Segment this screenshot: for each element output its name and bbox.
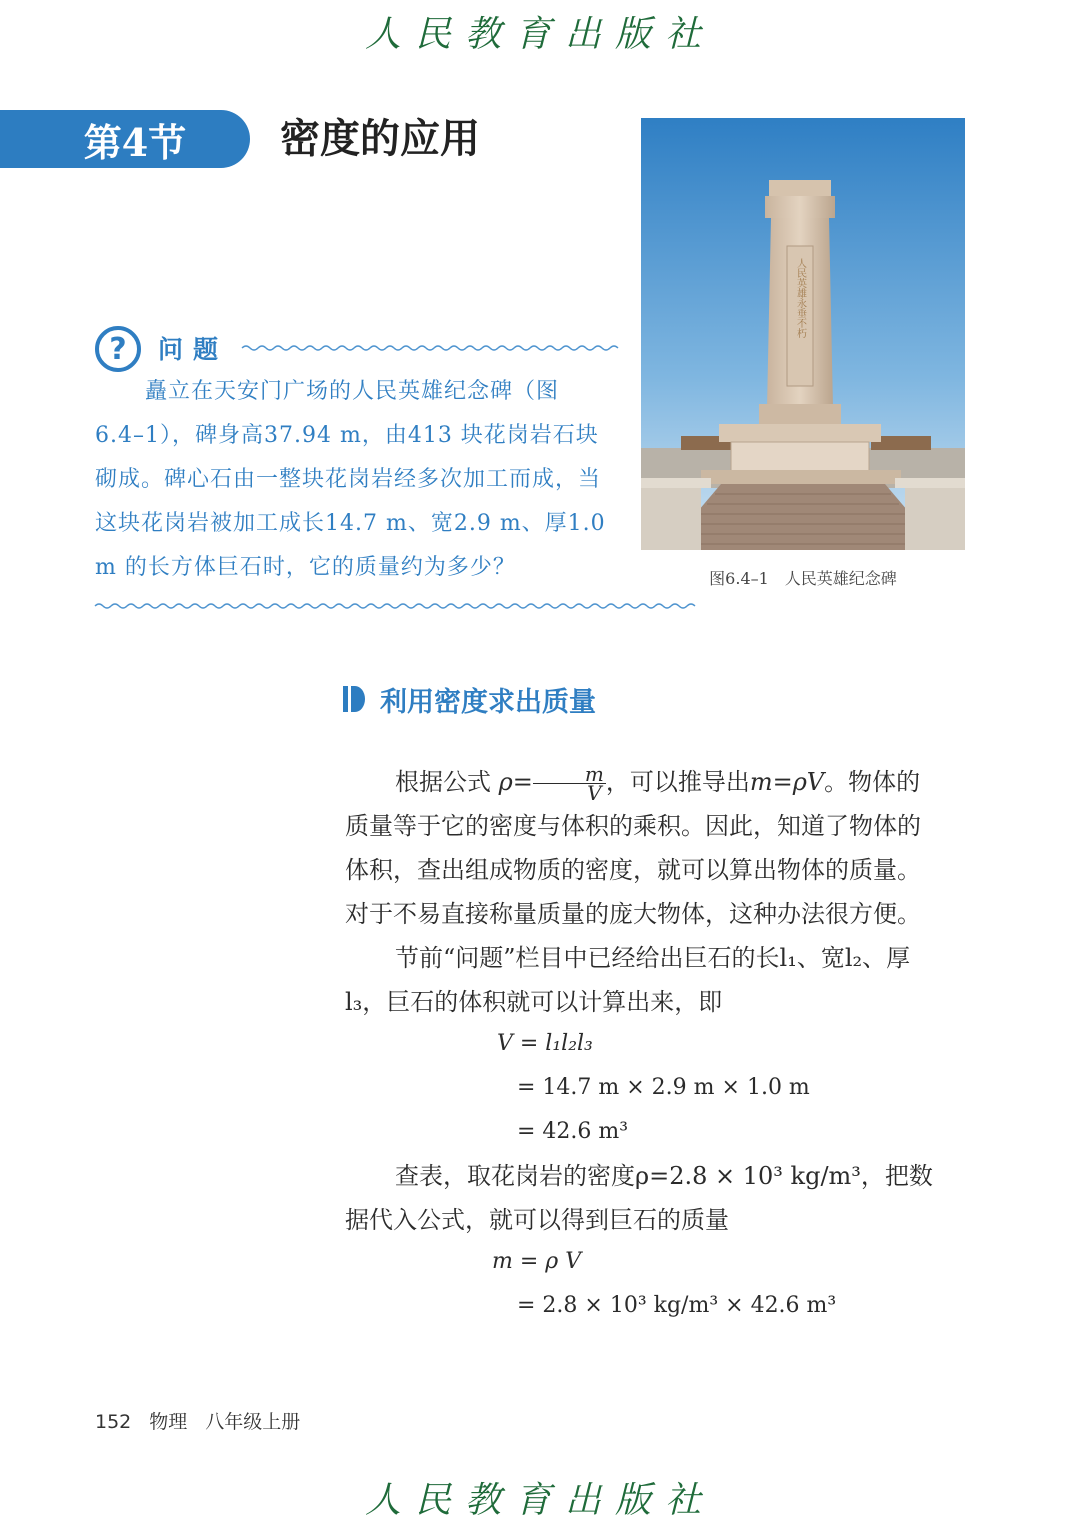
fraction-denominator: V [587,781,602,805]
equation-volume-3: = 42.6 m³ [517,1119,629,1144]
monument-photo [641,118,965,550]
equation-volume-1: V = l₁l₂l₃ [497,1031,593,1056]
body-paragraph-2: 节前“问题”栏目中已经给出巨石的长l₁、宽l₂、厚l₃，巨石的体积就可以计算出来，即 [345,944,911,1016]
equation-volume-2: = 14.7 m × 2.9 m × 1.0 m [517,1075,810,1100]
section-number-badge: 第4节 [0,110,250,168]
problem-label: 问题 [158,335,229,364]
footer-subject: 物理 [149,1411,188,1433]
page-number: 152 [95,1411,132,1433]
p1-formula-lhs: ρ= [498,768,533,796]
footer-grade: 八年级上册 [205,1411,301,1433]
question-icon: ? [95,326,141,372]
fraction-numerator: m [533,765,606,784]
page-footer [95,1407,318,1434]
figure-caption: 图6.4–1 人民英雄纪念碑 [709,569,897,588]
density-fraction [533,762,606,805]
body-paragraph-3: 查表，取花岗岩的密度ρ=2.8 × 10³ kg/m³，把数据代入公式，就可以得到巨石的质量 [345,1162,933,1234]
subsection-marker-icon [343,686,365,712]
problem-text: 矗立在天安门广场的人民英雄纪念碑（图6.4–1），碑身高37.94 m，由413 块花岗岩石块砌成。碑心石由一整块花岗岩经多次加工而成，当这块花岗岩被加工成长14.7 m、宽2.9 m、厚1.0 m 的长方体巨石时，它的质量约为多少？ [95,379,606,580]
equation-mass-1: m = ρ V [492,1249,582,1274]
body-paragraph-1 [345,760,943,936]
p1-text-c: 。物体的质量等于它的密度与体积的乘积。因此，知道了物体的体积，查出组成物质的密度，就可以算出物体的质量。对于不易直接称量质量的庞大物体，这种办法很方便。 [345,768,921,928]
wavy-line-top [242,346,618,350]
equation-mass-2: = 2.8 × 10³ kg/m³ × 42.6 m³ [517,1293,837,1318]
publisher-logo-bottom: 人民教育出版社 [364,1480,715,1521]
p1-formula2: m=ρV [749,768,825,796]
subsection-title: 利用密度求出质量 [380,687,596,718]
publisher-logo-top: 人民教育出版社 [364,14,715,55]
section-title: 密度的应用 [280,115,480,162]
p1-text-a: 根据公式 [395,768,499,796]
p1-text-b: ，可以推导出 [605,768,750,796]
wavy-line-bottom [95,604,695,608]
monument-inscription: 人民英雄永垂不朽 [794,258,806,338]
